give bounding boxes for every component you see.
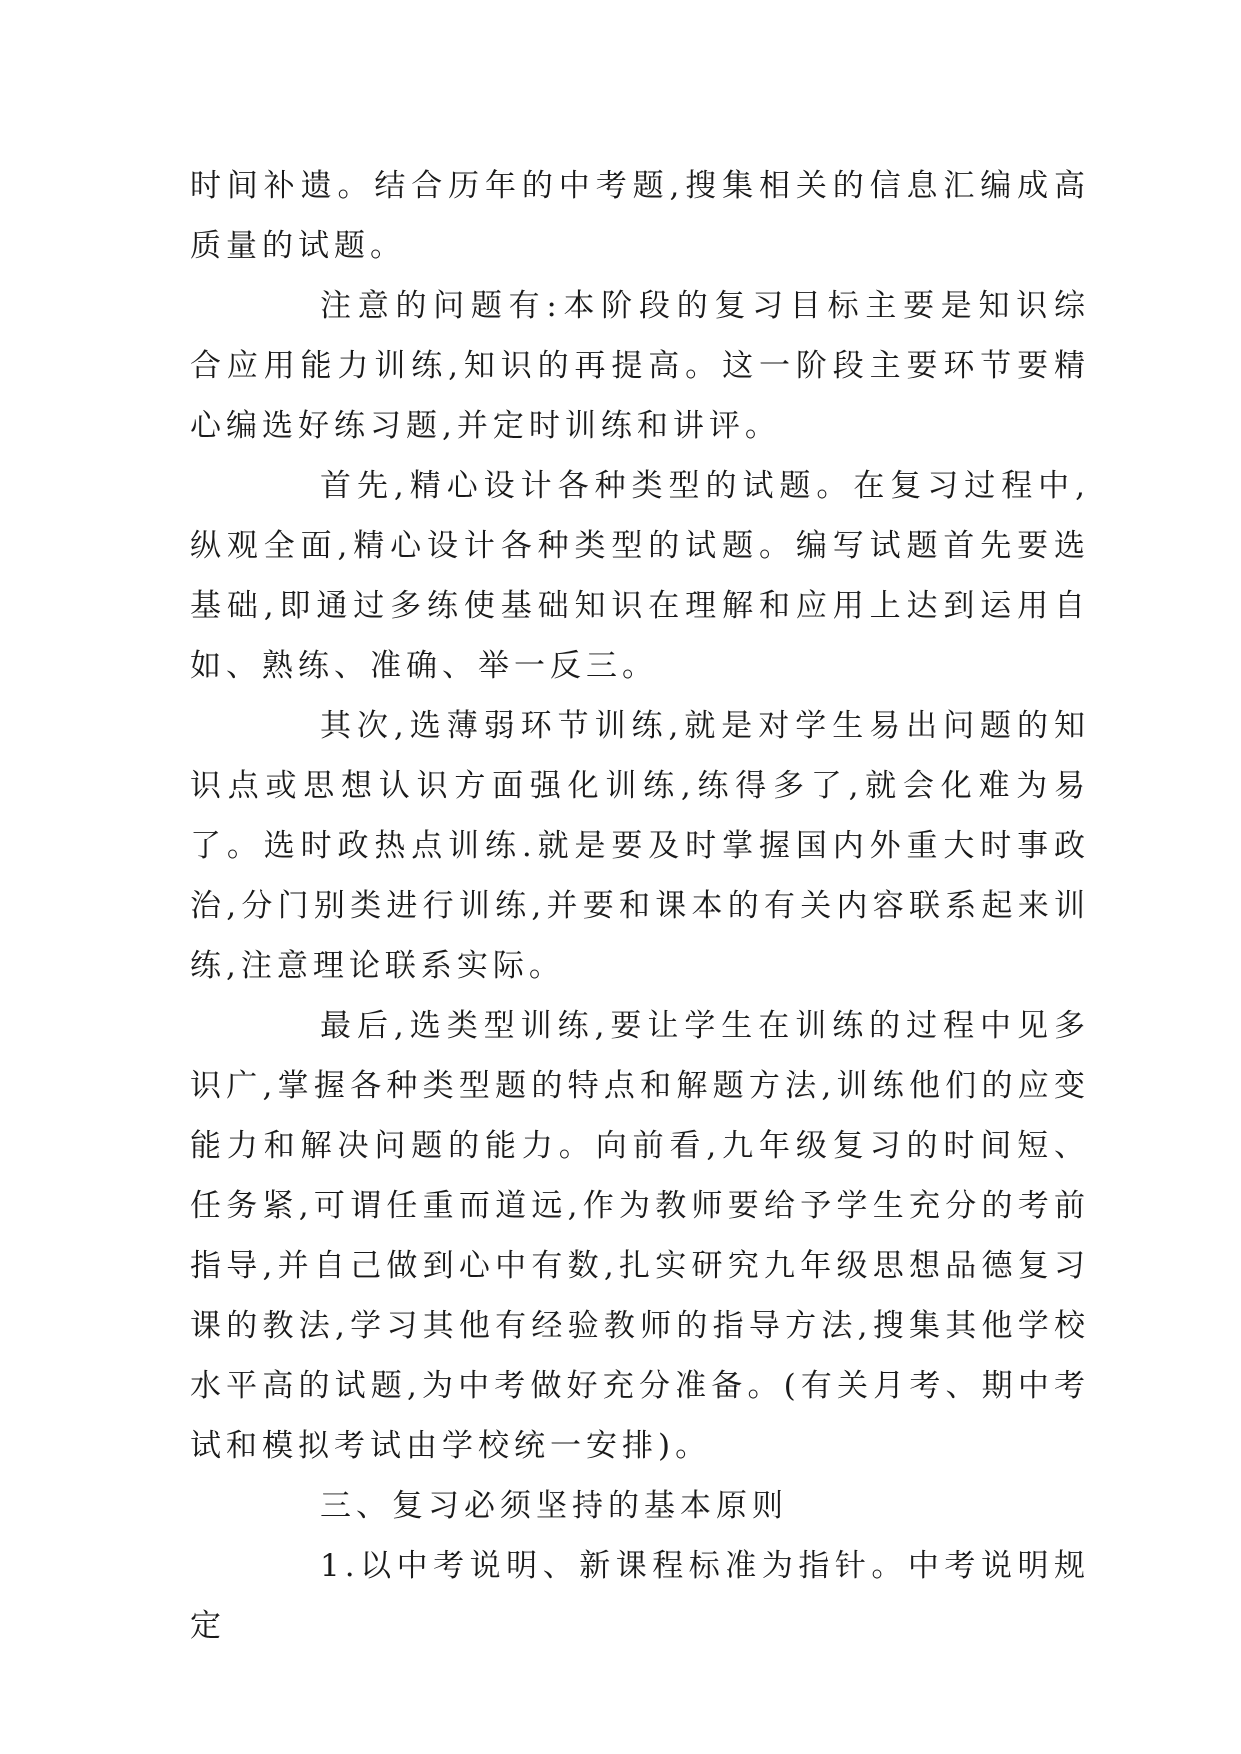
paragraph: 时间补遗。结合历年的中考题,搜集相关的信息汇编成高质量的试题。 [190,168,1090,264]
section-heading: 三、复习必须坚持的基本原则 [320,1488,788,1524]
document-body [190,156,1090,1656]
paragraph: 注意的问题有:本阶段的复习目标主要是知识综合应用能力训练,知识的再提高。这一阶段主要环节要精心编选好练习题,并定时训练和讲评。 [190,288,1090,444]
paragraph: 其次,选薄弱环节训练,就是对学生易出问题的知识点或思想认识方面强化训练,练得多了,就会化难为易了。选时政热点训练.就是要及时掌握国内外重大时事政治,分门别类进行训练,并要和课本的有关内容联系起来训练,注意理论联系实际。 [190,708,1090,984]
paragraph: 首先,精心设计各种类型的试题。在复习过程中,纵观全面,精心设计各种类型的试题。编写试题首先要选基础,即通过多练使基础知识在理解和应用上达到运用自如、熟练、准确、举一反三。 [190,468,1090,684]
paragraph: 1.以中考说明、新课程标准为指针。中考说明规定 [190,1548,1090,1644]
paragraph: 最后,选类型训练,要让学生在训练的过程中见多识广,掌握各种类型题的特点和解题方法,训练他们的应变能力和解决问题的能力。向前看,九年级复习的时间短、任务紧,可谓任重而道远,作为教师要给予学生充分的考前指导,并自己做到心中有数,扎实研究九年级思想品德复习课的教法,学习其他有经验教师的指导方法,搜集其他学校水平高的试题,为中考做好充分准备。(有关月考、期中考试和模拟考试由学校统一安排)。 [190,1008,1090,1464]
